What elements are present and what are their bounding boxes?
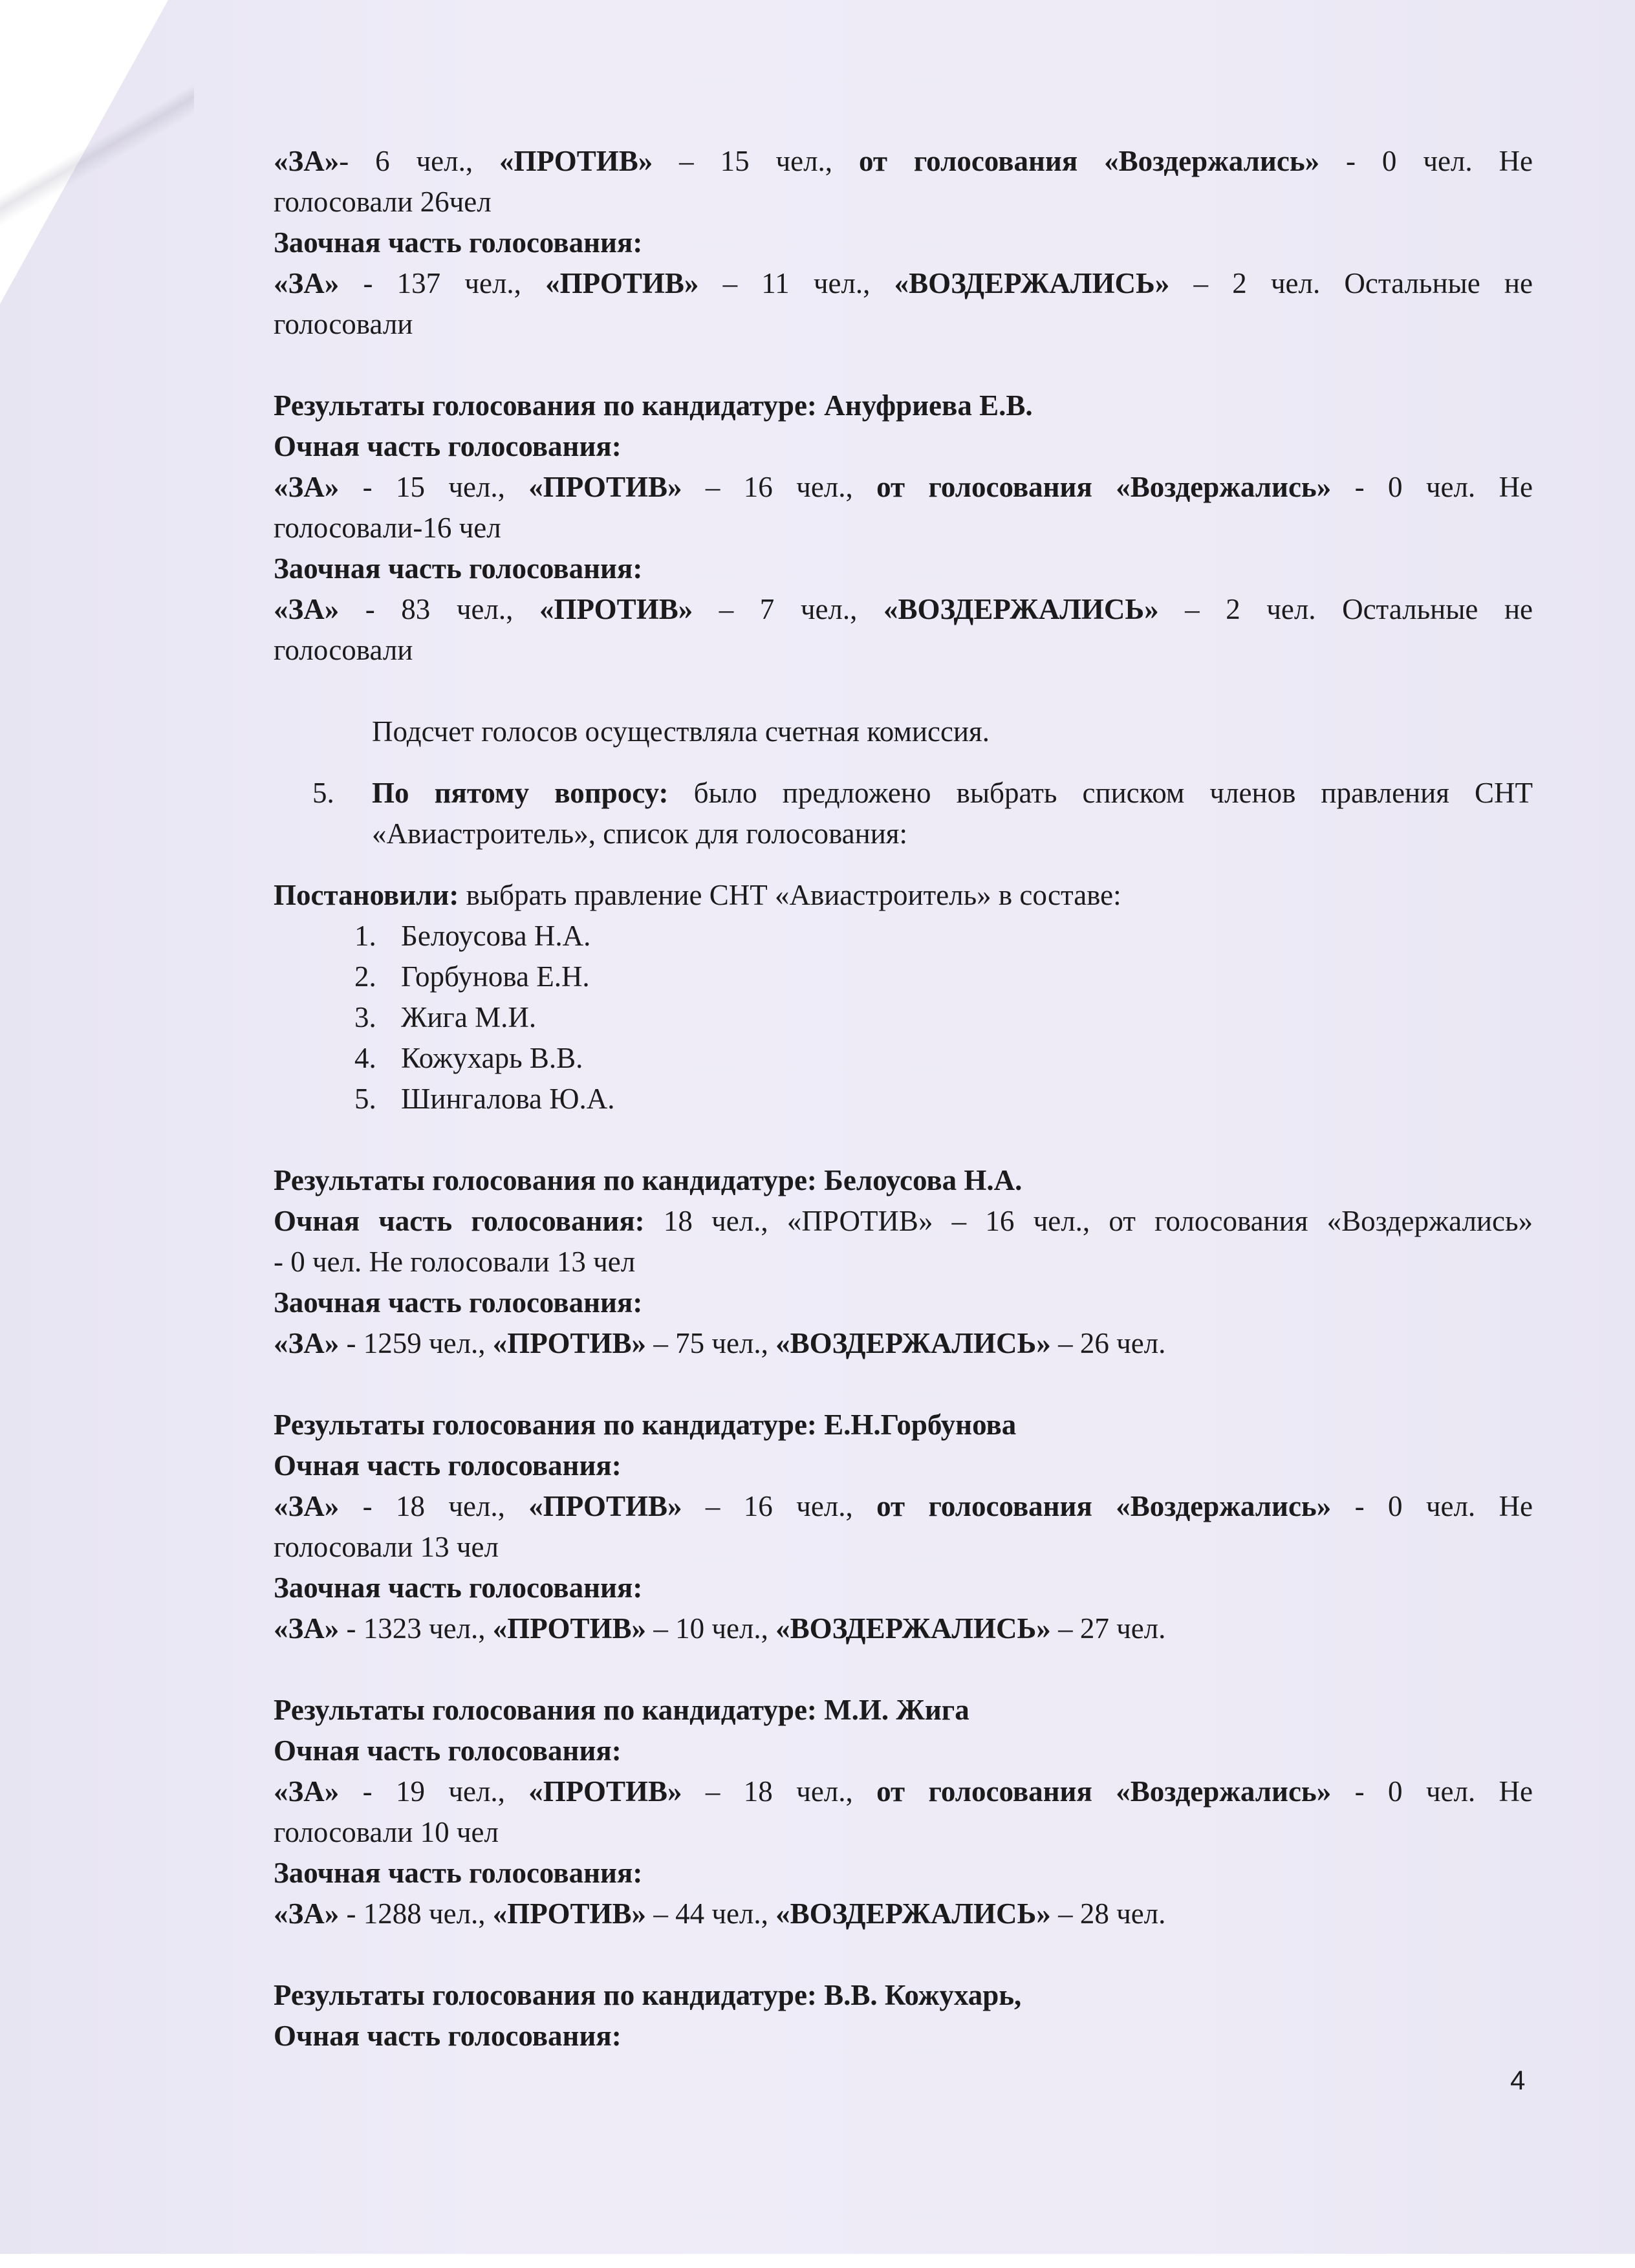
paragraph xyxy=(274,1731,1533,1771)
text-run: - 0 чел. Не xyxy=(1331,1775,1533,1808)
text-run: – 11 чел., xyxy=(698,267,894,299)
list-item xyxy=(354,956,1533,997)
paragraph xyxy=(274,1771,1533,1812)
bold-text: «ПРОТИВ» xyxy=(528,1490,682,1522)
paragraph xyxy=(274,1405,1533,1445)
bold-text: Заочная часть голосования: xyxy=(274,226,643,259)
paragraph xyxy=(274,630,1533,671)
text-run: голосовали 10 чел xyxy=(274,1816,499,1848)
bold-text: «ВОЗДЕРЖАЛИСЬ» xyxy=(883,593,1159,625)
text-run: - 1323 чел., xyxy=(339,1612,493,1645)
bold-text: Очная часть голосования: xyxy=(274,1734,622,1767)
list-item-name: Шингалова Ю.А. xyxy=(401,1083,615,1115)
bold-text: Очная часть голосования: xyxy=(274,430,622,462)
spacer xyxy=(274,1934,1533,1975)
list-item-name: Белоусова Н.А. xyxy=(401,920,591,952)
text-run: - 0 чел. Не xyxy=(1331,1490,1533,1522)
bold-text: от голосования «Воздержались» xyxy=(876,1490,1332,1522)
bold-text: Очная часть голосования: xyxy=(274,1449,622,1482)
list-item xyxy=(354,997,1533,1038)
bold-text: «ЗА» xyxy=(274,471,340,503)
paragraph xyxy=(274,548,1533,589)
paragraph xyxy=(274,1201,1533,1242)
spacer xyxy=(274,345,1533,385)
paragraph xyxy=(274,426,1533,467)
bold-text: По пятому вопросу: xyxy=(372,777,669,809)
text-run: - 137 чел., xyxy=(339,267,546,299)
question-text xyxy=(372,773,1533,854)
text-run: – 10 чел., xyxy=(646,1612,776,1645)
list-item-name: Кожухарь В.В. xyxy=(401,1042,583,1074)
text-run: – 2 чел. Остальные не xyxy=(1169,267,1533,299)
list-item xyxy=(354,916,1533,956)
text-run: - 0 чел. Не xyxy=(1319,145,1533,177)
text-run: – 16 чел., xyxy=(682,471,877,503)
text-run: Подсчет голосов осуществляла счетная комиссия. xyxy=(372,715,990,748)
spacer xyxy=(274,1364,1533,1405)
text-run: - 83 чел., xyxy=(339,593,539,625)
bold-text: Результаты голосования по кандидатуре: Е.Н.Горбунова xyxy=(274,1409,1017,1441)
bold-text: Результаты голосования по кандидатуре: М.И. Жига xyxy=(274,1694,969,1726)
paragraph xyxy=(274,304,1533,345)
paragraph xyxy=(274,1690,1533,1731)
text-run: голосовали xyxy=(274,308,413,340)
text-run: - 18 чел., xyxy=(339,1490,529,1522)
scan-edge xyxy=(0,2254,1635,2268)
paragraph xyxy=(274,385,1533,426)
bold-text: «ВОЗДЕРЖАЛИСЬ» xyxy=(894,267,1170,299)
paragraph xyxy=(274,1160,1533,1201)
bold-text: Очная часть голосования: xyxy=(274,1205,645,1237)
text-run: – 28 чел. xyxy=(1050,1897,1166,1930)
text-run: голосовали xyxy=(274,634,413,666)
bold-text: «ЗА» xyxy=(274,1327,340,1359)
spacer xyxy=(274,1119,1533,1160)
text-run: голосовали 26чел xyxy=(274,186,492,218)
text-run: - 1288 чел., xyxy=(339,1897,493,1930)
bold-text: «ЗА» xyxy=(274,145,340,177)
paragraph xyxy=(274,182,1533,222)
text-run: - 19 чел., xyxy=(339,1775,529,1808)
paragraph xyxy=(274,875,1533,916)
paragraph xyxy=(274,1445,1533,1486)
bold-text: «ЗА» xyxy=(274,1490,340,1522)
paragraph xyxy=(274,467,1533,508)
paragraph xyxy=(274,2016,1533,2057)
bold-text: Заочная часть голосования: xyxy=(274,1286,643,1319)
text-run: 18 чел., «ПРОТИВ» – 16 чел., от голосования «Воздержались» xyxy=(644,1205,1533,1237)
spacer xyxy=(274,1649,1533,1690)
paragraph xyxy=(274,1242,1533,1282)
paragraph xyxy=(274,508,1533,548)
paragraph xyxy=(274,1812,1533,1853)
bold-text: «ЗА» xyxy=(274,1775,340,1808)
bold-text: «ВОЗДЕРЖАЛИСЬ» xyxy=(775,1327,1051,1359)
paragraph xyxy=(274,1975,1533,2016)
bold-text: Результаты голосования по кандидатуре: Ануфриева Е.В. xyxy=(274,389,1033,422)
bold-text: «ПРОТИВ» xyxy=(545,267,699,299)
text-run: - 6 чел., xyxy=(339,145,500,177)
paragraph xyxy=(274,222,1533,263)
document-body xyxy=(274,141,1533,2057)
page-number: 4 xyxy=(1510,2065,1526,2095)
bold-text: «ПРОТИВ» xyxy=(492,1327,647,1359)
list-item xyxy=(354,1079,1533,1119)
paragraph xyxy=(274,1323,1533,1364)
bold-text: «ПРОТИВ» xyxy=(539,593,693,625)
text-run: – 27 чел. xyxy=(1050,1612,1166,1645)
bold-text: «ЗА» xyxy=(274,593,340,625)
candidate-list xyxy=(274,916,1533,1119)
text-run: голосовали-16 чел xyxy=(274,512,501,544)
list-item-number: 4. xyxy=(354,1042,376,1074)
bold-text: «ВОЗДЕРЖАЛИСЬ» xyxy=(775,1612,1051,1645)
bold-text: «ЗА» xyxy=(274,267,340,299)
text-run: голосовали 13 чел xyxy=(274,1531,499,1563)
paragraph xyxy=(274,1853,1533,1894)
paragraph xyxy=(274,1894,1533,1934)
text-run: - 1259 чел., xyxy=(339,1327,493,1359)
list-item-number: 3. xyxy=(354,1001,376,1033)
bold-text: Результаты голосования по кандидатуре: Белоусова Н.А. xyxy=(274,1164,1023,1196)
paragraph xyxy=(274,1527,1533,1568)
list-item-number: 1. xyxy=(354,920,376,952)
bold-text: «ПРОТИВ» xyxy=(528,1775,682,1808)
paragraph xyxy=(274,141,1533,182)
bold-text: Результаты голосования по кандидатуре: В.В. Кожухарь, xyxy=(274,1979,1022,2011)
bold-text: Постановили: xyxy=(274,879,459,911)
bold-text: «ПРОТИВ» xyxy=(528,471,682,503)
paragraph xyxy=(274,263,1533,304)
numbered-question xyxy=(274,773,1533,854)
bold-text: Очная часть голосования: xyxy=(274,2020,622,2052)
bold-text: «ПРОТИВ» xyxy=(492,1612,647,1645)
paragraph xyxy=(274,1486,1533,1527)
bold-text: «ПРОТИВ» xyxy=(499,145,653,177)
text-run: - 0 чел. Не xyxy=(1331,471,1533,503)
list-item-number: 2. xyxy=(354,960,376,993)
text-run: – 26 чел. xyxy=(1050,1327,1166,1359)
paragraph xyxy=(274,1568,1533,1608)
text-run: - 15 чел., xyxy=(339,471,529,503)
text-run: – 44 чел., xyxy=(646,1897,776,1930)
list-item-name: Горбунова Е.Н. xyxy=(401,960,590,993)
paragraph xyxy=(274,711,1533,752)
bold-text: Заочная часть голосования: xyxy=(274,1857,643,1889)
text-run: – 2 чел. Остальные не xyxy=(1158,593,1533,625)
bold-text: от голосования «Воздержались» xyxy=(876,1775,1332,1808)
bold-text: Заочная часть голосования: xyxy=(274,552,643,585)
list-item xyxy=(354,1038,1533,1079)
list-item-name: Жига М.И. xyxy=(401,1001,537,1033)
text-run: было предложено выбрать списком членов правления СНТ «Авиастроитель», список для голосования: xyxy=(372,777,1533,850)
bold-text: Заочная часть голосования: xyxy=(274,1571,643,1604)
spacer xyxy=(274,752,1533,773)
spacer xyxy=(274,854,1533,875)
text-run: – 7 чел., xyxy=(693,593,883,625)
text-run: выбрать правление СНТ «Авиастроитель» в составе: xyxy=(459,879,1121,911)
list-item-number: 5. xyxy=(354,1083,376,1115)
bold-text: от голосования «Воздержались» xyxy=(858,145,1320,177)
paragraph xyxy=(274,1608,1533,1649)
text-run: – 75 чел., xyxy=(646,1327,776,1359)
spacer xyxy=(274,671,1533,711)
corner-shadow xyxy=(0,0,194,323)
bold-text: «ПРОТИВ» xyxy=(492,1897,647,1930)
text-run: – 16 чел., xyxy=(682,1490,877,1522)
bold-text: «ЗА» xyxy=(274,1612,340,1645)
paragraph xyxy=(274,1282,1533,1323)
paragraph xyxy=(274,589,1533,630)
question-number: 5. xyxy=(312,777,334,809)
bold-text: «ВОЗДЕРЖАЛИСЬ» xyxy=(775,1897,1051,1930)
text-run: - 0 чел. Не голосовали 13 чел xyxy=(274,1246,636,1278)
bold-text: «ЗА» xyxy=(274,1897,340,1930)
text-run: – 15 чел., xyxy=(653,145,859,177)
bold-text: от голосования «Воздержались» xyxy=(876,471,1332,503)
text-run: – 18 чел., xyxy=(682,1775,877,1808)
